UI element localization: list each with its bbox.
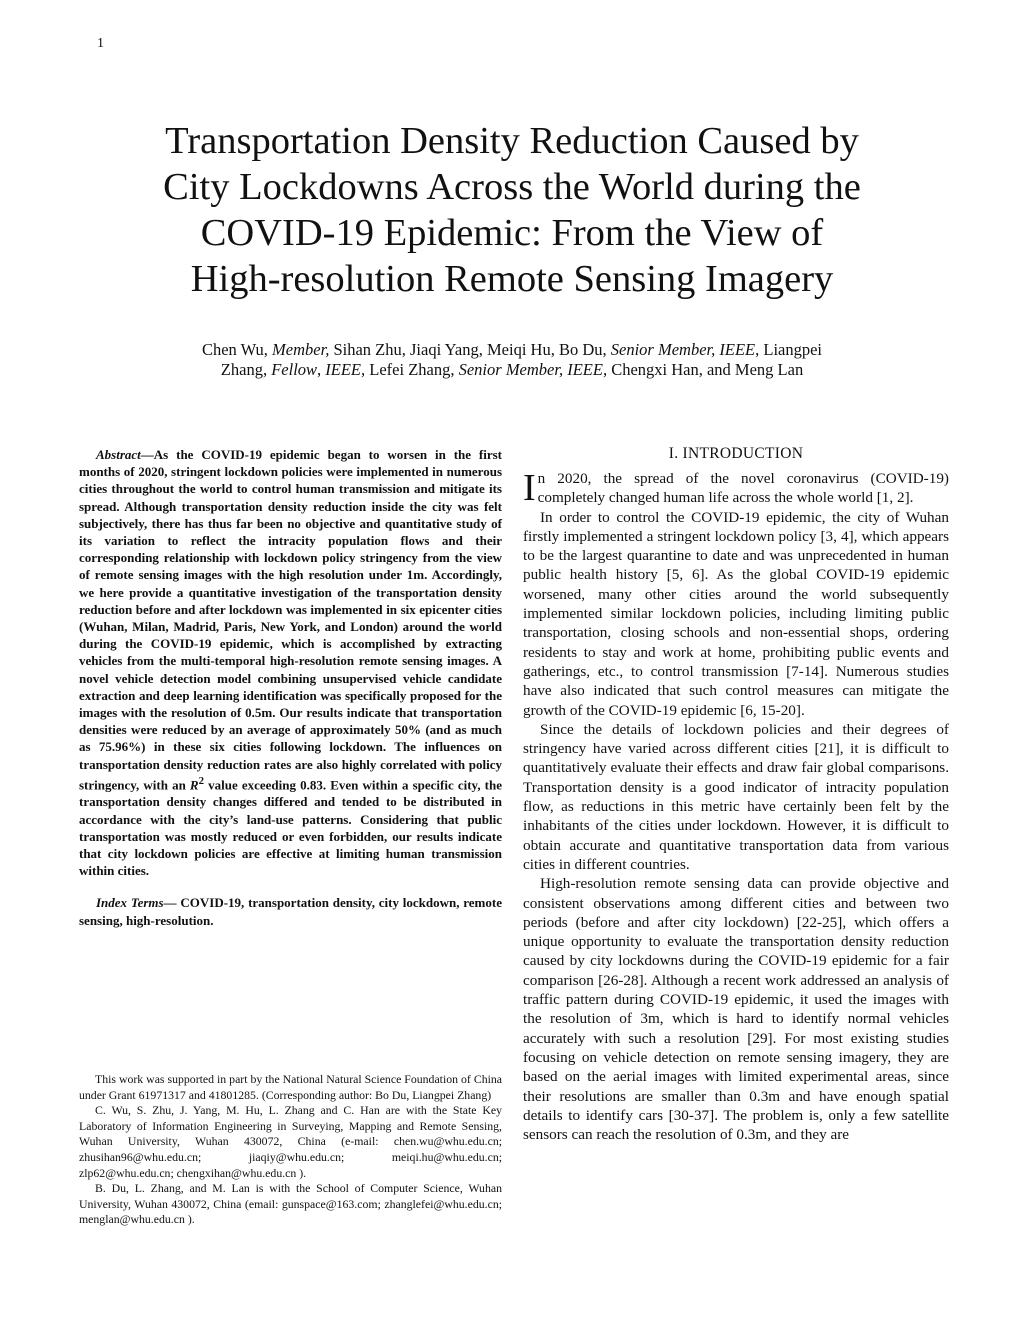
math-r: R (189, 777, 199, 793)
abstract-text-after: value exceeding 0.83. Even within a specific city, the transportation density changes differed and tended to be distributed in accordance with the city’s land-use patterns. Considering that public transportation was mostly reduced or even forbidden, our results indicate that city lockdown policies are effective at limiting human transmission within cities. (79, 777, 503, 879)
footnote-affiliation-2: B. Du, L. Zhang, and M. Lan is with the School of Computer Science, Wuhan University, Wuhan 430072, China (email: gunspace@163.com; zhanglefei@whu.edu.cn; menglan@whu.edu.cn ). (79, 1181, 502, 1227)
section-heading-introduction: I. INTRODUCTION (668, 445, 804, 462)
title-line: City Lockdowns Across the World during the (163, 166, 861, 208)
title-line: Transportation Density Reduction Caused by (165, 120, 859, 162)
title-line: High-resolution Remote Sensing Imagery (190, 258, 834, 300)
index-terms-lead: Index Terms— (96, 895, 177, 911)
footnotes (79, 1072, 502, 1228)
author-line-1: Chen Wu, Member, Sihan Zhu, Jiaqi Yang, Meiqi Hu, Bo Du, Senior Member, IEEE, Liangpei (201, 340, 823, 359)
intro-paragraph-4: High-resolution remote sensing data can provide objective and consistent observations among different cities and between two periods (before and after city lockdown) [22-25], which offers a unique opportunity to evaluate the transportation density reduction caused by city lockdowns during the COVID-19 epidemic for a fair comparison [26-28]. Although a recent work addressed an analysis of traffic pattern during COVID-19 epidemic, it used the images with the resolution of 3m, which is hard to identify normal vehicles accurately with such a resolution [29]. For most existing studies focusing on vehicle detection on remote sensing imagery, they are based on the aerial images with limited experimental areas, since their resolutions are smaller than 0.3m and have enough spatial details to identify cars [30-37]. The problem is, only a few satellite sensors can reach the resolution of 0.3m, and they are (523, 875, 949, 1144)
author-line-2: Zhang, Fellow, IEEE, Lefei Zhang, Senior Member, IEEE, Chengxi Han, and Meng Lan (220, 360, 804, 379)
math-sup: 2 (198, 774, 205, 787)
paper-title (60, 118, 964, 302)
footnote-funding: This work was supported in part by the National Natural Science Foundation of China under Grant 61971317 and 41801285. (Corresponding author: Bo Du, Liangpei Zhang) (79, 1072, 502, 1102)
drop-cap: I (523, 467, 536, 509)
abstract (79, 446, 502, 879)
intro-paragraph-3: Since the details of lockdown policies and their degrees of stringency have varied across different cities [21], it is difficult to quantitatively evaluate their effects and draw fair global comparisons. Transportation density is a good indicator of intracity population flow, as reductions in this metric have certainly been felt by the inhabitants of the cities under lockdown. However, it is difficult to obtain accurate and quantitative transportation data from various cities in different countries. (523, 720, 949, 873)
index-terms (79, 894, 502, 928)
index-terms-text: COVID-19, transportation density, city lockdown, remote sensing, high-resolution. (79, 895, 502, 928)
left-column (79, 446, 502, 929)
right-column (523, 444, 949, 1144)
intro-paragraph-2: In order to control the COVID-19 epidemic, the city of Wuhan firstly implemented a stringent lockdown policy [3, 4], which appears to be the largest quarantine to date and was unprecedented in human public health history [5, 6]. As the global COVID-19 epidemic worsened, many other cities around the world subsequently implemented similar lockdown policies, including limiting public transportation, closing schools and non-essential shops, ordering residents to stay and work at home, prohibiting public events and gatherings, etc., to control transmission [7-14]. Numerous studies have also indicated that such control measures can mitigate the growth of the COVID-19 epidemic [6, 15-20]. (523, 508, 949, 719)
page-number: 1 (97, 36, 104, 51)
abstract-text: —As the COVID-19 epidemic began to worsen in the first months of 2020, stringent lockdown policies were implemented in numerous cities throughout the world to control human transmission and mitigate its spread. Although transportation density reduction inside the city was felt subjectively, there has thus far been no objective and quantitative study of its variation to reflect the intracity population flows and their corresponding relationship with lockdown policy stringency from the view of remote sensing images with the high resolution under 1m. Accordingly, we here provide a quantitative investigation of the transportation density reduction before and after lockdown was implemented in six epicenter cities (Wuhan, Milan, Madrid, Paris, New York, and London) around the world during the COVID-19 epidemic, which is accomplished by extracting vehicles from the multi-temporal high-resolution remote sensing images. A novel vehicle detection model combining unsupervised vehicle candidate extraction and deep learning identification was specifically proposed for the images with the resolution of 0.5m. Our results indicate that transportation densities were reduced by an average of approximately 50% (and as much as 75.96%) in these six cities following lockdown. The influences on transportation density reduction rates are also highly correlated with policy stringency, with an (79, 447, 502, 793)
title-line: COVID-19 Epidemic: From the View of (200, 212, 824, 254)
footnote-affiliation-1: C. Wu, S. Zhu, J. Yang, M. Hu, L. Zhang and C. Han are with the State Key Laboratory of Information Engineering in Surveying, Mapping and Remote Sensing, Wuhan University, Wuhan 430072, China (e-mail: chen.wu@whu.edu.cn; zhusihan96@whu.edu.cn; jiaqiy@whu.edu.cn; meiqi.hu@whu.edu.cn; zlp62@whu.edu.cn; chengxihan@whu.edu.cn ). (79, 1103, 502, 1180)
author-list (80, 340, 944, 380)
intro-paragraph-1: In 2020, the spread of the novel coronavirus (COVID-19) completely changed human life across the whole world [1, 2]. (523, 467, 949, 509)
abstract-lead: Abstract (96, 447, 141, 462)
